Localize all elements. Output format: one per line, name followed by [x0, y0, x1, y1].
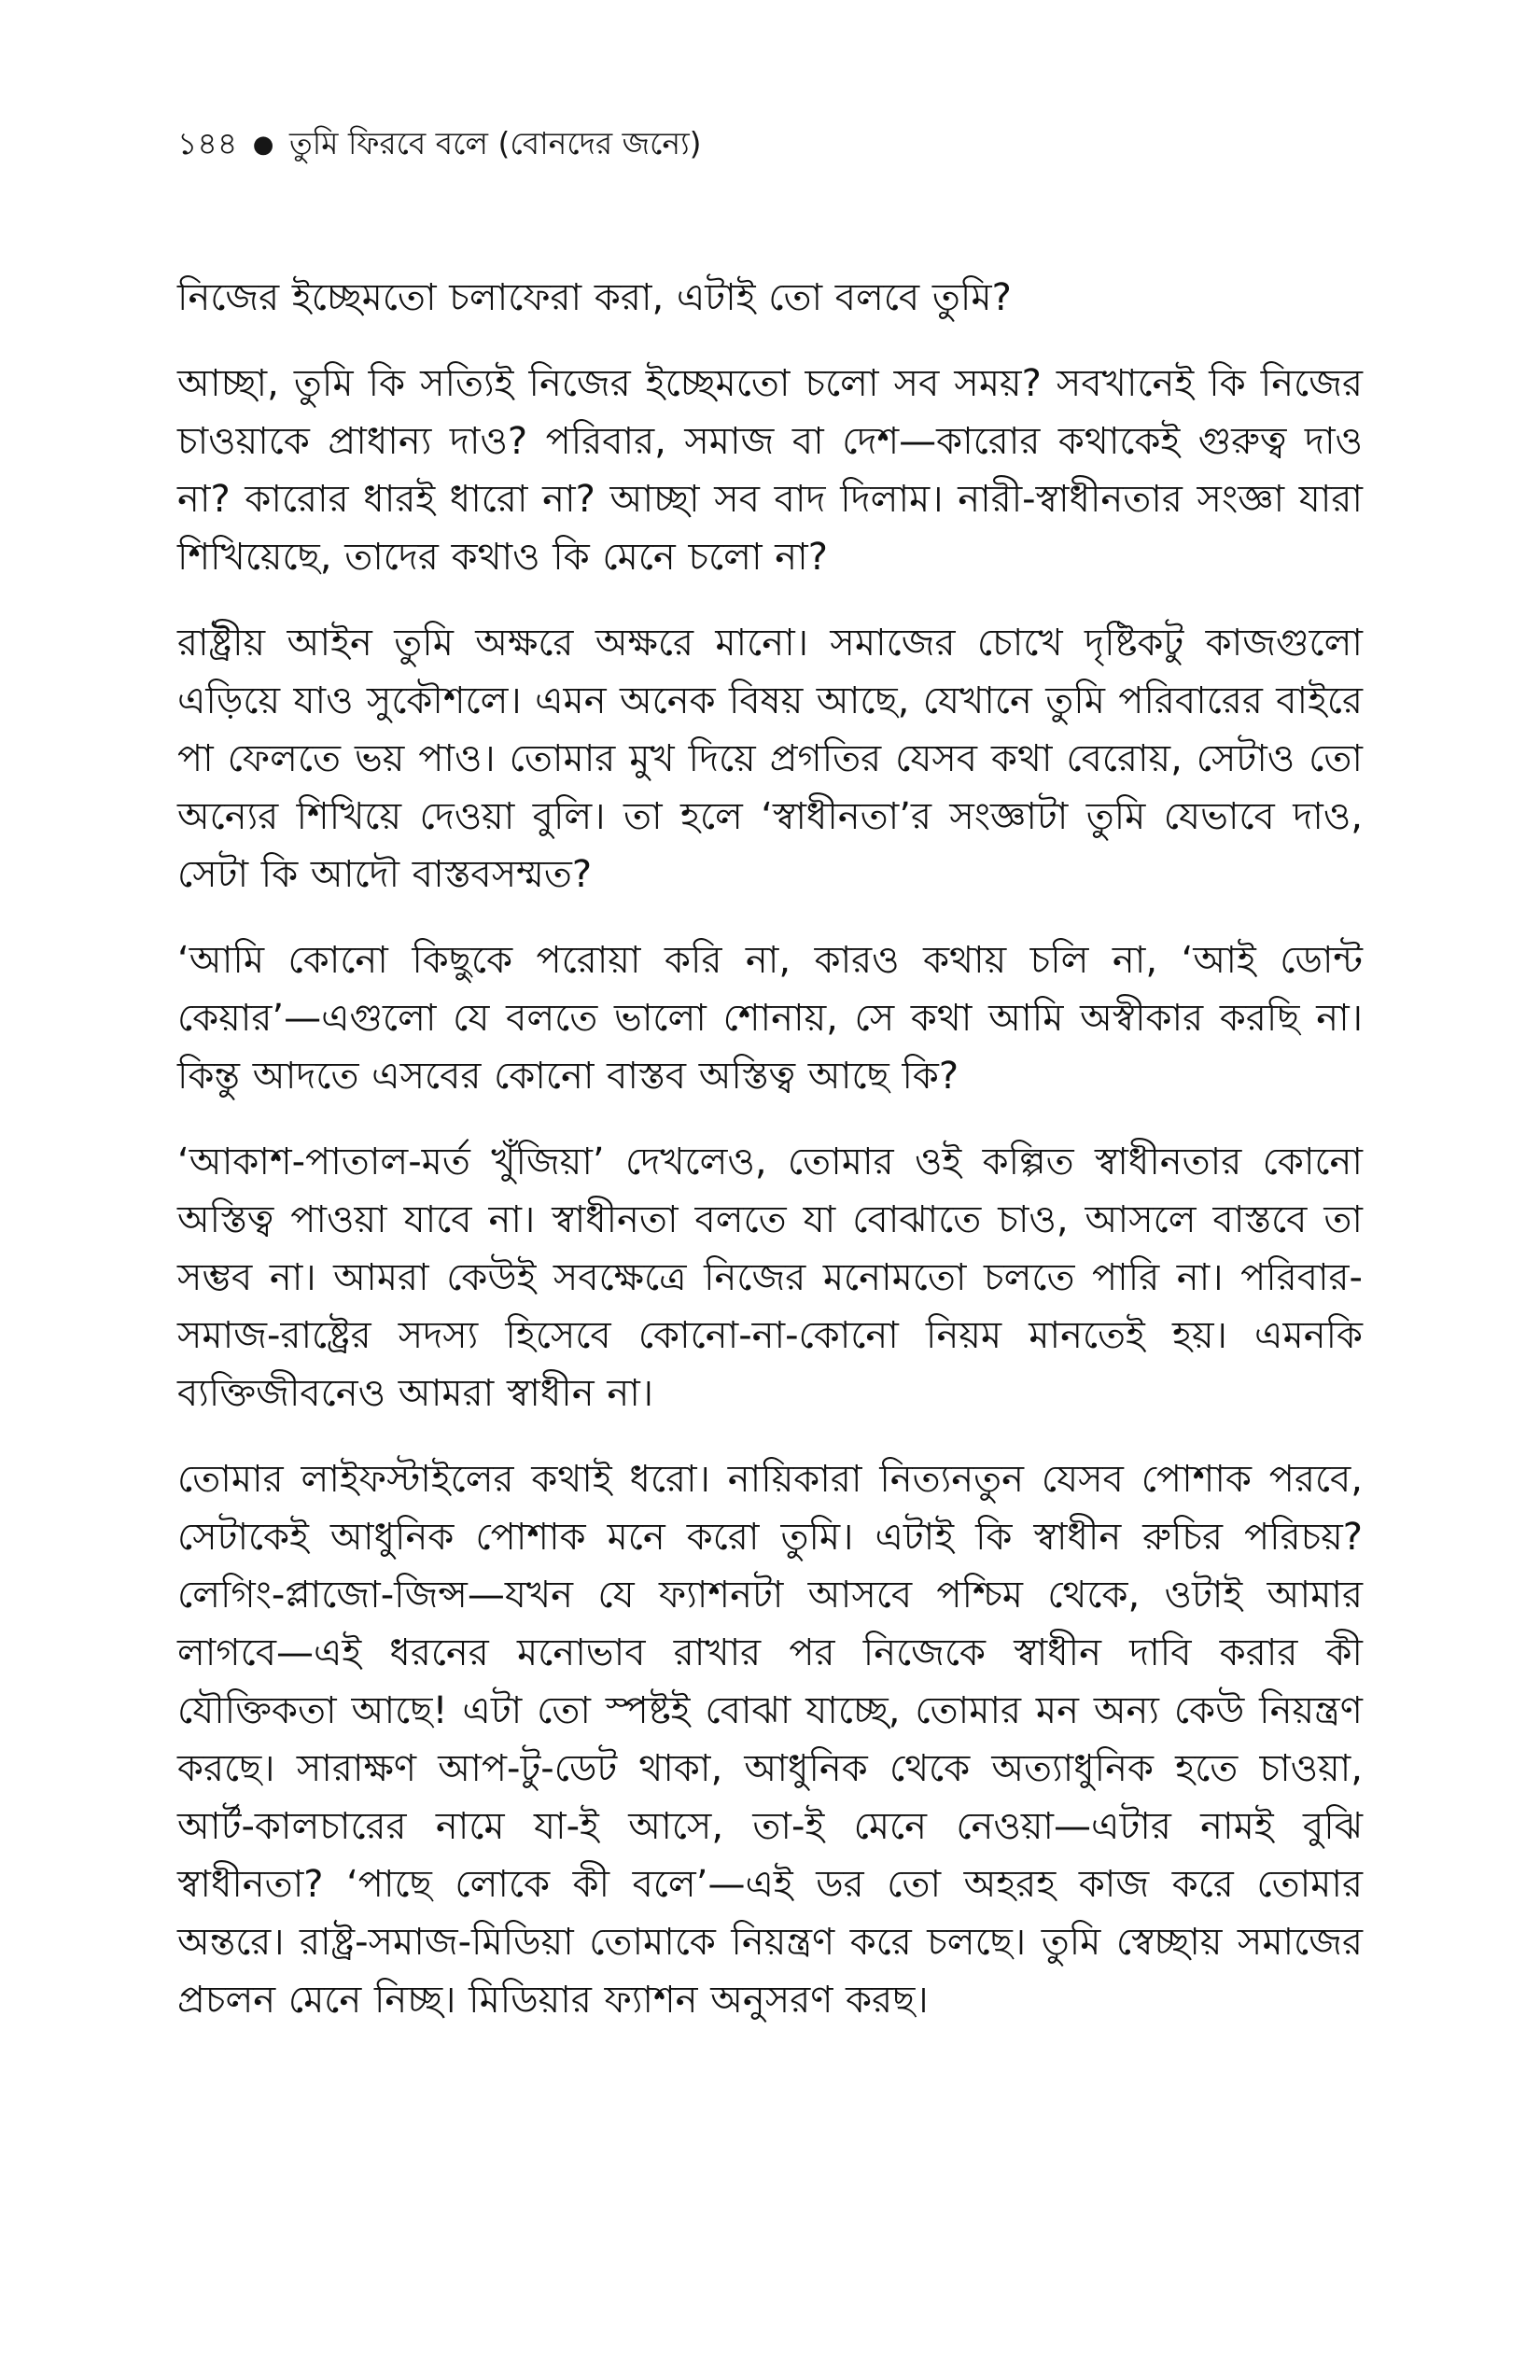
paragraph-6: তোমার লাইফস্টাইলের কথাই ধরো। নায়িকারা নিত্যনতুন যেসব পোশাক পরবে, সেটাকেই আধুনিক পোশাক মনে করো তুমি। এটাই কি স্বাধীন রুচির পরিচয়? লেগিং-প্লাজো-জিন্স—যখন যে ফ্যাশনটা আসবে পশ্চিম থেকে, ওটাই আমার লাগবে—এই ধরনের মনোভাব রাখার পর নিজেকে স্বাধীন দাবি করার কী যৌক্তিকতা আছে! এটা তো স্পষ্টই বোঝা যাচ্ছে, তোমার মন অন্য কেউ নিয়ন্ত্রণ করছে। সারাক্ষণ আপ-টু-ডেট থাকা, আধুনিক থেকে অত্যাধুনিক হতে চাওয়া, আর্ট-কালচারের নামে যা-ই আসে, তা-ই মেনে নেওয়া—এটার নামই বুঝি স্বাধীনতা? ‘পাছে লোকে কী বলে’—এই ডর তো অহরহ কাজ করে তোমার অন্তরে। রাষ্ট্র-সমাজ-মিডিয়া তোমাকে নিয়ন্ত্রণ করে চলছে। তুমি স্বেচ্ছায় সমাজের প্রচলন মেনে নিচ্ছ। মিডিয়ার ফ্যাশন অনুসরণ করছ।	[177, 1458, 1363, 2022]
book-title: তুমি ফিরবে বলে (বোনদের জন্যে)	[288, 125, 702, 161]
bullet-separator: ●	[252, 131, 274, 159]
page-number: ১৪৪	[177, 125, 238, 161]
paragraph-2: আচ্ছা, তুমি কি সত্যিই নিজের ইচ্ছেমতো চলো সব সময়? সবখানেই কি নিজের চাওয়াকে প্রাধান্য দাও? পরিবার, সমাজ বা দেশ—কারোর কথাকেই গুরুত্ব দাও না? কারোর ধারই ধারো না? আচ্ছা সব বাদ দিলাম। নারী-স্বাধীনতার সংজ্ঞা যারা শিখিয়েছে, তাদের কথাও কি মেনে চলো না?	[177, 362, 1363, 579]
paragraph-5: ‘আকাশ-পাতাল-মর্ত খুঁজিয়া’ দেখলেও, তোমার ওই কল্পিত স্বাধীনতার কোনো অস্তিত্ব পাওয়া যাবে না। স্বাধীনতা বলতে যা বোঝাতে চাও, আসলে বাস্তবে তা সম্ভব না। আমরা কেউই সবক্ষেত্রে নিজের মনোমতো চলতে পারি না। পরিবার-সমাজ-রাষ্ট্রের সদস্য হিসেবে কোনো-না-কোনো নিয়ম মানতেই হয়। এমনকি ব্যক্তিজীবনেও আমরা স্বাধীন না।	[177, 1141, 1363, 1415]
paragraph-3: রাষ্ট্রীয় আইন তুমি অক্ষরে অক্ষরে মানো। সমাজের চোখে দৃষ্টিকটু কাজগুলো এড়িয়ে যাও সুকৌশলে। এমন অনেক বিষয় আছে, যেখানে তুমি পরিবারের বাইরে পা ফেলতে ভয় পাও। তোমার মুখ দিয়ে প্রগতির যেসব কথা বেরোয়, সেটাও তো অন্যের শিখিয়ে দেওয়া বুলি। তা হলে ‘স্বাধীনতা’র সংজ্ঞাটা তুমি যেভাবে দাও, সেটা কি আদৌ বাস্তবসম্মত?	[177, 622, 1363, 896]
body-text	[177, 269, 1363, 2057]
running-header	[177, 123, 1363, 165]
paragraph-1: নিজের ইচ্ছেমতো চলাফেরা করা, এটাই তো বলবে তুমি?	[177, 276, 1012, 319]
paragraph-4: ‘আমি কোনো কিছুকে পরোয়া করি না, কারও কথায় চলি না, ‘আই ডোন্ট কেয়ার’—এগুলো যে বলতে ভালো শোনায়, সে কথা আমি অস্বীকার করছি না। কিন্তু আদতে এসবের কোনো বাস্তব অস্তিত্ব আছে কি?	[177, 939, 1363, 1098]
